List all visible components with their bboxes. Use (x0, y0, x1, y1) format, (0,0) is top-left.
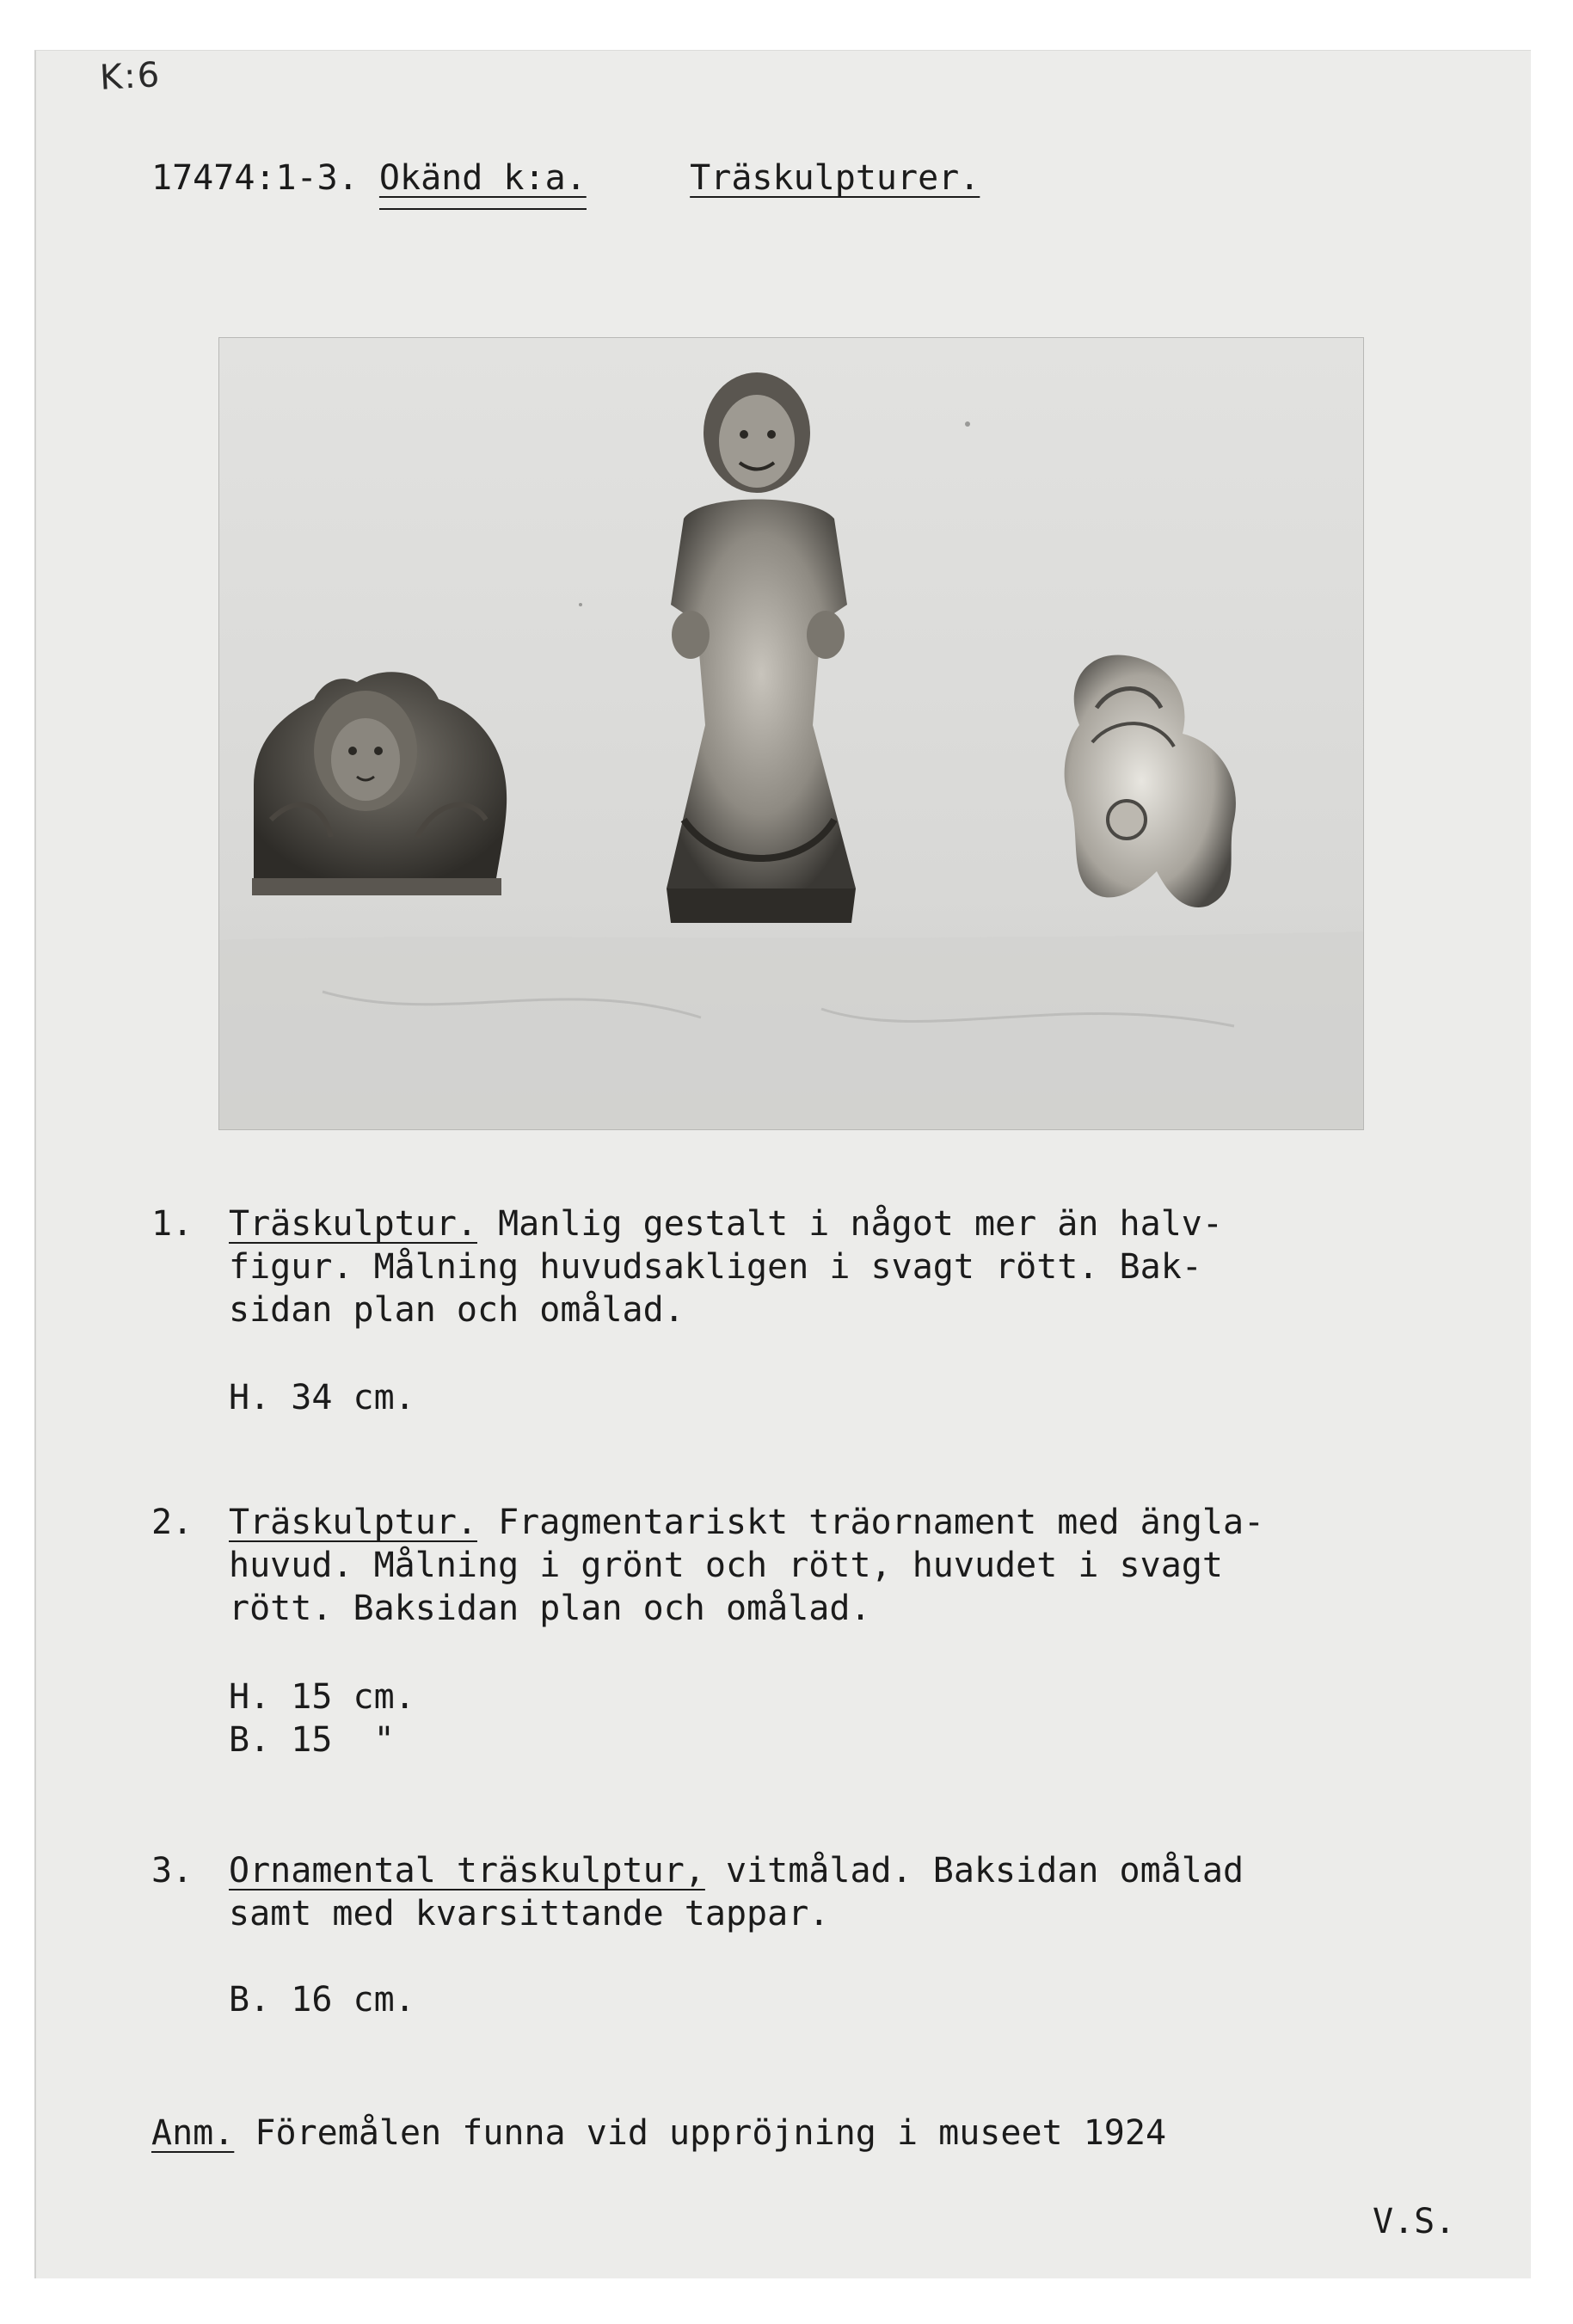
item-2-title: Träskulptur. (229, 1503, 477, 1542)
sculpture-photo (218, 337, 1364, 1130)
note-label: Anm. (151, 2113, 235, 2153)
item-3-title: Ornamental träskulptur, (229, 1851, 705, 1891)
item-1-line1: Manlig gestalt i något mer än halv- (476, 1204, 1223, 1244)
item-2-measure-2: B. 15 " (229, 1720, 395, 1760)
card-header (151, 158, 980, 198)
note (151, 2112, 1166, 2155)
inventory-number: 17474:1-3. (151, 158, 359, 198)
item-2-measures (151, 1675, 415, 1761)
item-3-line2: samt med kvarsittande tappar. (229, 1894, 830, 1934)
item-2 (151, 1501, 1264, 1630)
item-2-number: 2. (151, 1503, 194, 1542)
item-2-line3: rött. Baksidan plan och omålad. (229, 1589, 871, 1628)
item-3-number: 3. (151, 1851, 194, 1891)
sculpture-photo-drawing (219, 338, 1363, 1129)
note-text: Föremålen funna vid uppröjning i museet 1924 (234, 2113, 1167, 2153)
item-3 (151, 1849, 1244, 1935)
item-3-line1: vitmålad. Baksidan omålad (704, 1851, 1244, 1891)
location-label: Okänd k:a. (378, 158, 587, 198)
item-1-number: 1. (151, 1204, 194, 1244)
photo-cloth (219, 931, 1363, 1129)
item-1-line3: sidan plan och omålad. (229, 1290, 685, 1330)
item-1 (151, 1202, 1223, 1331)
item-1-measure-1: H. 34 cm. (229, 1378, 415, 1417)
item-3-measures (151, 1978, 415, 2021)
item-2-line2: huvud. Målning i grönt och rött, huvudet i svagt (229, 1546, 1223, 1585)
item-1-measures (151, 1376, 415, 1419)
item-2-line1: Fragmentariskt träornament med ängla- (476, 1503, 1265, 1542)
signature: V.S. (1373, 2202, 1456, 2241)
item-1-title: Träskulptur. (229, 1204, 477, 1244)
item-3-measure-1: B. 16 cm. (229, 1980, 415, 2020)
item-1-line2: figur. Målning huvudsakligen i svagt rött. Bak- (229, 1247, 1202, 1287)
category-label: Träskulpturer. (690, 158, 980, 198)
item-2-measure-1: H. 15 cm. (229, 1677, 415, 1717)
handwritten-mark: K:6 (98, 55, 163, 98)
